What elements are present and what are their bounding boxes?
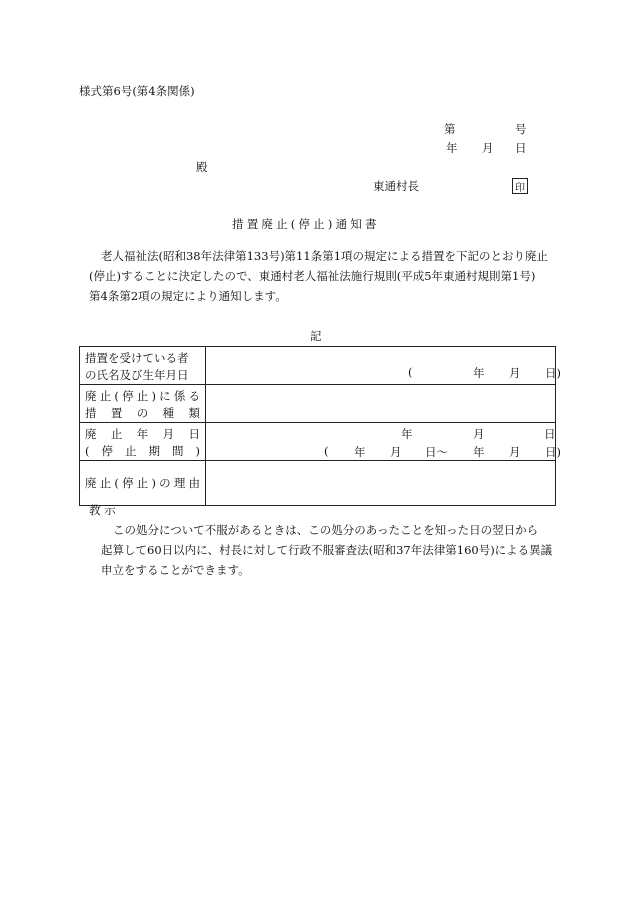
table-row: [80, 461, 556, 506]
notice-line: この処分について不服があるときは、この処分のあったことを知った日の翌日から: [113, 523, 539, 537]
document-number-suffix: 号: [515, 122, 527, 136]
body-line: 第4条第2項の規定により通知します。: [89, 289, 287, 303]
birth-year-label: 年: [473, 366, 485, 380]
label-line: 措 置 の 種 類: [85, 406, 200, 420]
notice-text: [101, 520, 557, 580]
table-row: [80, 385, 556, 423]
abolition-date-value: [206, 423, 561, 461]
label-line: 廃 止 ( 停 止 ) に 係 る: [85, 389, 200, 403]
notice-line: 申立をすることができます。: [101, 563, 250, 577]
period-from-month-label: 月: [390, 445, 402, 459]
table-row: [80, 347, 556, 385]
measure-type-label: [80, 385, 206, 423]
abolition-date-label: [80, 423, 206, 461]
notice-line: 起算して60日以内に、村長に対して行政不服審査法(昭和37年法律第160号)による異議: [101, 543, 553, 557]
recipient-label: [80, 347, 206, 385]
reason-label: [80, 461, 206, 506]
date-day-label: 日: [544, 427, 556, 441]
measure-type-value: [206, 385, 556, 423]
date-year-label: 年: [401, 427, 413, 441]
period-to-month-label: 月: [509, 445, 521, 459]
addressee-suffix: 殿: [196, 160, 208, 174]
label-line: の氏名及び生年月日: [85, 368, 189, 382]
paren-open: (: [408, 365, 413, 379]
period-from-day-label: 日〜: [425, 445, 448, 459]
period-to-day-label: 日): [545, 445, 561, 459]
label-line: 廃 止 ( 停 止 ) の 理 由: [85, 475, 200, 490]
label-line: 措置を受けている者: [85, 351, 189, 365]
birth-day-label: 日): [545, 366, 561, 380]
seal-mark: 印: [512, 178, 528, 194]
label-line: ( 停 止 期 間 ): [85, 444, 200, 458]
body-line: 老人福祉法(昭和38年法律第133号)第11条第1項の規定による措置を下記のとおり廃止: [101, 249, 549, 263]
issuer-name: 東通村長: [373, 179, 419, 193]
body-line: (停止)することに決定したので、東通村老人福祉法施行規則(平成5年東通村規則第1号): [89, 269, 536, 283]
date-month-label: 月: [473, 427, 485, 441]
document-title: 措置廃止(停止)通知書: [232, 217, 380, 231]
document-number-prefix: 第: [444, 122, 456, 136]
recipient-value: [206, 347, 561, 385]
table-row: [80, 423, 556, 461]
issue-month-label: 月: [482, 141, 494, 155]
issue-day-label: 日: [515, 141, 527, 155]
paren-open: (: [324, 444, 329, 458]
issue-year-label: 年: [446, 141, 458, 155]
reason-value: [206, 461, 556, 506]
notice-heading: 教 示: [89, 503, 116, 517]
notice-body: [89, 246, 557, 306]
period-to-year-label: 年: [473, 445, 485, 459]
period-from-year-label: 年: [354, 445, 366, 459]
label-line: 廃 止 年 月 日: [85, 427, 200, 441]
birth-month-label: 月: [509, 366, 521, 380]
details-table: [79, 346, 561, 506]
ki-heading: 記: [310, 329, 322, 343]
form-number: 様式第6号(第4条関係): [79, 84, 195, 98]
